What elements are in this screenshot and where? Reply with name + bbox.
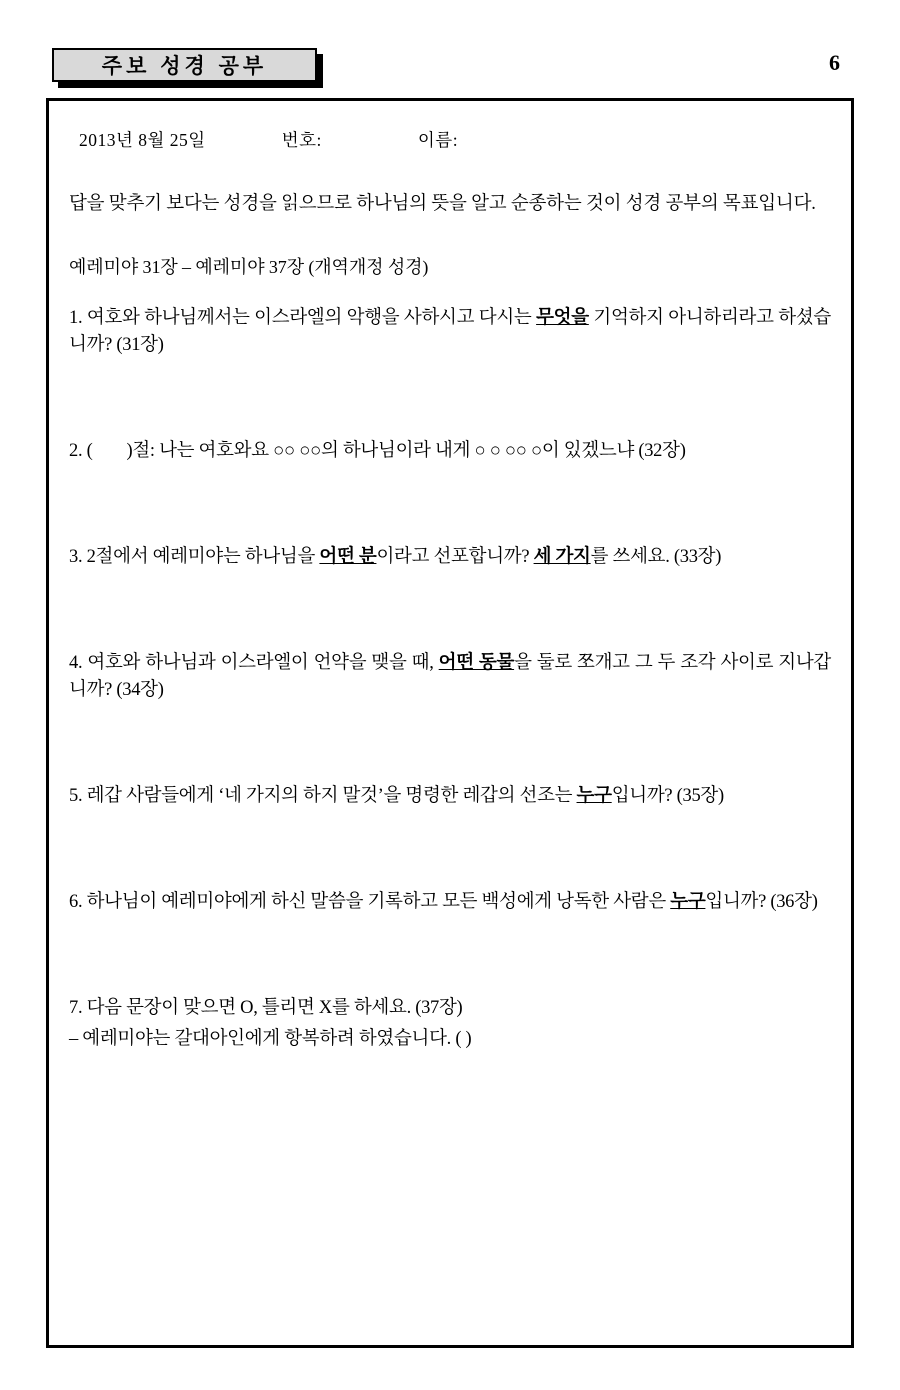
number-label: 번호: — [281, 130, 322, 150]
question-5-part2: 입니까? (35장) — [611, 786, 724, 807]
question-3-emphasis-2: 세 가지 — [533, 546, 591, 567]
question-1-emphasis: 무엇을 — [536, 307, 589, 328]
question-5-emphasis: 누구 — [576, 786, 612, 807]
question-1-number: 1. — [69, 307, 83, 328]
question-1-part2: 기억하지 아니하리라고 하셨습니까? (31장) — [69, 307, 831, 356]
question-4-part2: 을 둘로 쪼개고 그 두 조각 사이로 지나갑니까? (34장) — [69, 652, 831, 701]
question-1-part1: 여호와 하나님께서는 이스라엘의 악행을 사하시고 다시는 — [82, 307, 537, 328]
question-5-part1: 레갑 사람들에게 ‘네 가지의 하지 말것’을 명령한 레갑의 선조는 — [82, 786, 577, 807]
question-4-emphasis: 어떤 동물 — [438, 652, 515, 673]
question-6-number: 6. — [69, 891, 83, 912]
question-7-part1: 다음 문장이 맞으면 O, 틀리면 X를 하세요. (37장) — [82, 997, 463, 1018]
meta-row — [69, 127, 831, 152]
question-3-part2: 이라고 선포합니까? — [376, 546, 534, 567]
question-5 — [69, 783, 831, 811]
question-5-number: 5. — [69, 786, 83, 807]
question-7-number: 7. — [69, 997, 83, 1018]
question-7-subitem: – 예레미야는 갈대아인에게 항복하려 하였습니다. ( ) — [69, 1029, 472, 1050]
question-6-emphasis: 누구 — [670, 891, 706, 912]
banner-title: 주보 성경 공부 — [101, 55, 268, 78]
question-2-number: 2. — [69, 441, 83, 462]
question-3-part1: 2절에서 예레미야는 하나님을 — [82, 546, 320, 567]
question-6-part1: 하나님이 예레미야에게 하신 말씀을 기록하고 모든 백성에게 낭독한 사람은 — [82, 891, 671, 912]
question-2-part1: ( — [82, 441, 93, 462]
question-4-part1: 여호와 하나님과 이스라엘이 언약을 맺을 때, — [82, 652, 439, 673]
page-header — [0, 46, 900, 88]
question-3-number: 3. — [69, 546, 83, 567]
intro-paragraph: 답을 맞추기 보다는 성경을 읽으므로 하나님의 뜻을 알고 순종하는 것이 성경 공부의 목표입니다. — [69, 194, 816, 214]
question-3-emphasis-1: 어떤 분 — [319, 546, 377, 567]
question-1 — [69, 305, 831, 361]
question-4 — [69, 650, 831, 706]
date-text: 2013년 8월 25일 — [79, 130, 206, 150]
question-4-number: 4. — [69, 652, 83, 673]
page-number: 6 — [829, 50, 840, 75]
worksheet-body — [46, 98, 854, 1348]
scripture-range: 예레미야 31장 – 예레미야 37장 (개역개정 성경) — [69, 256, 429, 277]
question-6 — [69, 889, 831, 917]
question-2 — [69, 438, 831, 466]
name-label: 이름: — [417, 130, 459, 150]
question-7 — [69, 995, 831, 1055]
banner-title-box — [52, 48, 317, 82]
question-3 — [69, 544, 831, 572]
question-2-part2: )절: 나는 여호와요 ○○ ○○의 하나님이라 내게 ○ ○ ○○ ○이 있겠느냐 (32장) — [126, 441, 686, 462]
question-6-part2: 입니까? (36장) — [705, 891, 818, 912]
question-3-part3: 를 쓰세요. (33장) — [590, 546, 722, 567]
